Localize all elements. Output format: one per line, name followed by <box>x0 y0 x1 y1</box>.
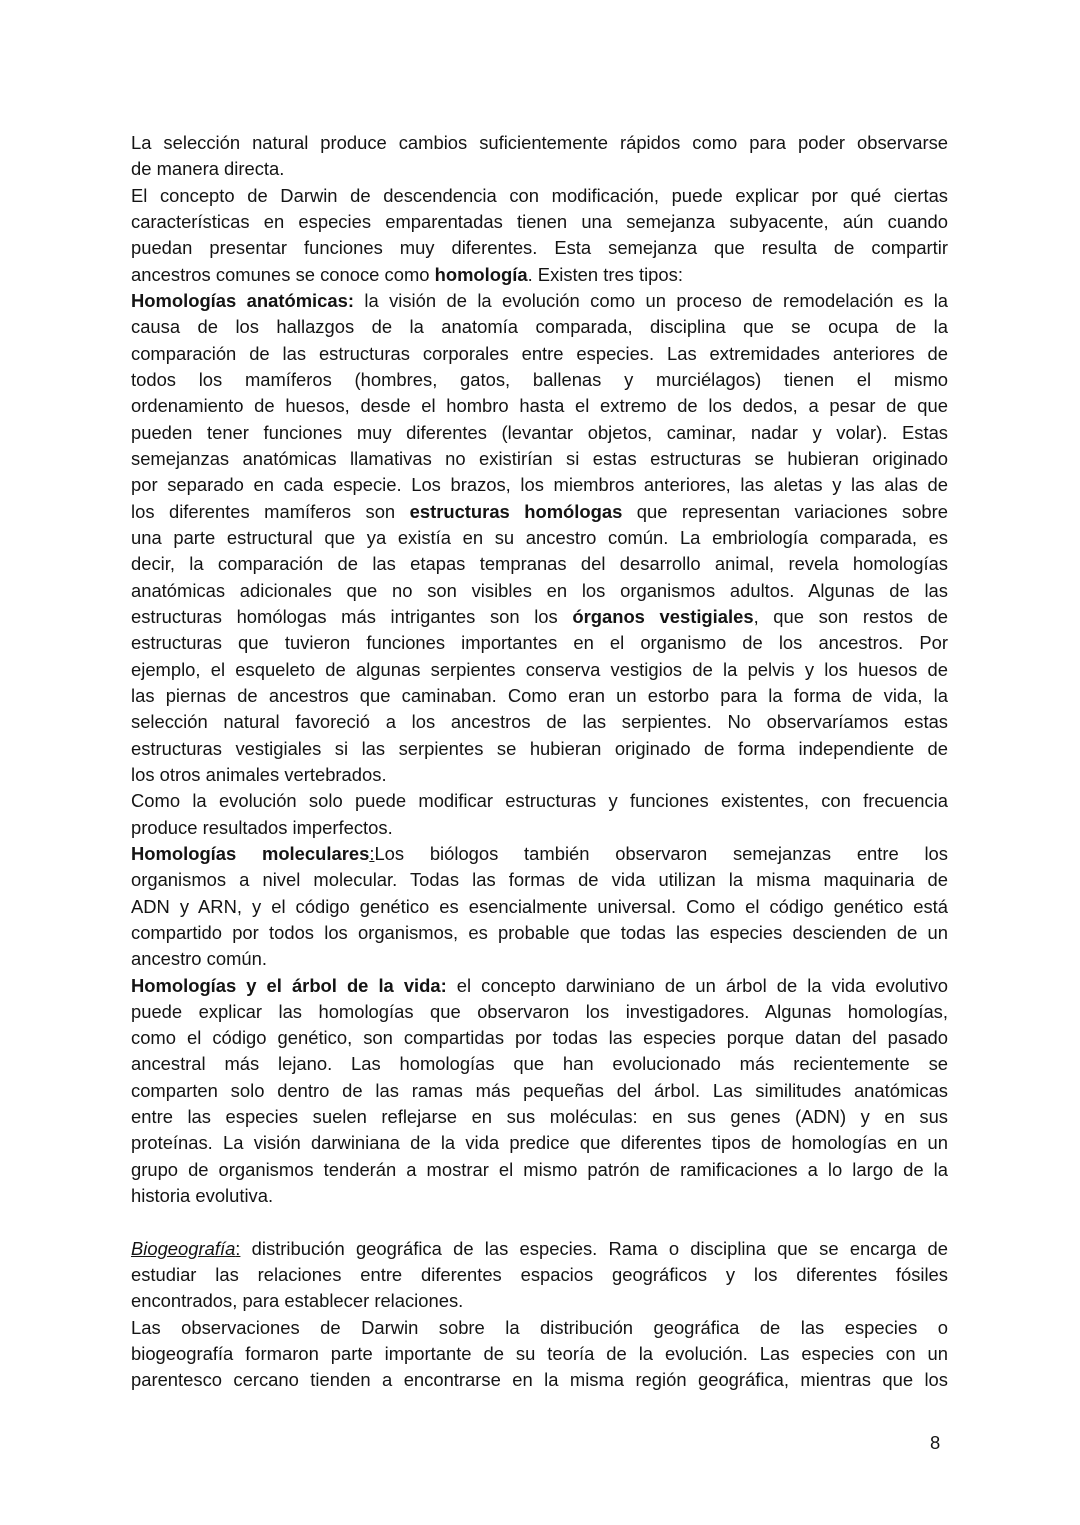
bold-term: homología <box>434 263 528 285</box>
text-run: ancestros comunes se conoce como <box>131 263 435 285</box>
text-run: todos los mamíferos (hombres, gatos, ballenas y murciélagos) tienen el mismo <box>131 368 948 390</box>
text-line <box>131 1051 948 1077</box>
document-body <box>131 130 948 1394</box>
bold-term: estructuras homólogas <box>409 500 623 522</box>
text-line <box>131 946 948 972</box>
text-run: características en especies emparentadas tienen una semejanza subyacente, aún cuando <box>131 210 948 232</box>
text-line <box>131 551 948 577</box>
text-run: puede explicar las homologías que observaron los investigadores. Algunas homologías, <box>131 1000 948 1022</box>
text-run: biogeografía formaron parte importante de su teoría de la evolución. Las especies con un <box>131 1343 948 1365</box>
text-line <box>131 1104 948 1130</box>
underlined-text: Biogeografía <box>131 1237 236 1259</box>
text-line <box>131 1262 948 1288</box>
text-line <box>131 499 948 525</box>
text-run: como el código genético, son compartidas por todas las especies porque datan del pasado <box>131 1027 948 1049</box>
text-run: una parte estructural que ya existía en su ancestro común. La embriología comparada, es <box>131 526 948 548</box>
text-run: organismos a nivel molecular. Todas las formas de vida utilizan la misma maquinaria de <box>131 869 948 891</box>
text-run: los otros animales vertebrados. <box>131 763 387 785</box>
text-line <box>131 630 948 656</box>
text-run: semejanzas anatómicas llamativas no existirían si estas estructuras se hubieran originado <box>131 447 948 469</box>
text-line <box>131 894 948 920</box>
text-run: Los biólogos también observaron semejanzas entre los <box>374 842 948 864</box>
paragraph <box>131 1315 948 1394</box>
paragraph <box>131 1236 948 1315</box>
text-line <box>131 1341 948 1367</box>
text-run: produce resultados imperfectos. <box>131 816 393 838</box>
text-run: estudiar las relaciones entre diferentes espacios geográficos y los diferentes fósiles <box>131 1264 948 1286</box>
text-line <box>131 446 948 472</box>
paragraph <box>131 841 948 973</box>
text-run: ancestral más lejano. Las homologías que han evolucionado más recientemente se <box>131 1053 948 1075</box>
text-run: decir, la comparación de las etapas tempranas del desarrollo animal, revela homologías <box>131 553 948 575</box>
text-run: las piernas de ancestros que caminaban. Como eran un estorbo para la forma de vida, la <box>131 684 948 706</box>
text-line <box>131 1183 948 1209</box>
text-line <box>131 788 948 814</box>
text-line <box>131 156 948 182</box>
text-line <box>131 130 948 156</box>
text-line <box>131 1315 948 1341</box>
text-run: ADN y ARN, y el código genético es esencialmente universal. Como el código genético está <box>131 895 948 917</box>
text-run: la visión de la evolución como un proceso de remodelación es la <box>353 289 949 311</box>
text-run: por separado en cada especie. Los brazos, los miembros anteriores, las aletas y las alas de <box>131 474 948 496</box>
text-run: el concepto darwiniano de un árbol de la vida evolutivo <box>446 974 948 996</box>
text-run: compartido por todos los organismos, es probable que todas las especies descienden de un <box>131 921 948 943</box>
text-run: puedan presentar funciones muy diferentes. Esta semejanza que resulta de compartir <box>131 237 948 259</box>
text-run: Las observaciones de Darwin sobre la distribución geográfica de las especies o <box>131 1316 948 1338</box>
text-line <box>131 1288 948 1314</box>
text-line <box>131 183 948 209</box>
text-run: El concepto de Darwin de descendencia con modificación, puede explicar por qué ciertas <box>131 184 948 206</box>
text-line <box>131 525 948 551</box>
text-line <box>131 262 948 288</box>
text-line <box>131 1236 948 1262</box>
text-line <box>131 235 948 261</box>
text-run: pueden tener funciones muy diferentes (levantar objetos, caminar, nadar y volar). Estas <box>131 421 948 443</box>
text-run: comparten solo dentro de las ramas más pequeñas del árbol. Las similitudes anatómicas <box>131 1079 948 1101</box>
paragraph <box>131 788 948 841</box>
text-run: , que son restos de <box>753 605 948 627</box>
text-run: estructuras vestigiales si las serpientes se hubieran originado de forma independiente de <box>131 737 948 759</box>
text-run: estructuras que tuvieron funciones importantes en el organismo de los ancestros. Por <box>131 632 948 654</box>
text-line <box>131 393 948 419</box>
text-run: estructuras homólogas más intrigantes son los <box>131 605 573 627</box>
text-run: ancestro común. <box>131 948 267 970</box>
text-run: ejemplo, el esqueleto de algunas serpientes conserva vestigios de la pelvis y los huesos de <box>131 658 948 680</box>
paragraph <box>131 973 948 1210</box>
bold-term: Homologías y el árbol de la vida: <box>131 974 447 996</box>
paragraph <box>131 288 948 788</box>
text-line <box>131 709 948 735</box>
text-line <box>131 815 948 841</box>
text-line <box>131 314 948 340</box>
page-number: 8 <box>930 1432 941 1453</box>
text-line <box>131 657 948 683</box>
text-run: comparación de las estructuras corporales entre especies. Las extremidades anteriores de <box>131 342 948 364</box>
bold-term: Homologías moleculares <box>131 842 370 864</box>
text-line <box>131 736 948 762</box>
text-line <box>131 1157 948 1183</box>
text-run: distribución geográfica de las especies. Rama o disciplina que se encarga de <box>240 1237 948 1259</box>
text-line <box>131 472 948 498</box>
text-run: los diferentes mamíferos son <box>131 500 410 522</box>
paragraph <box>131 130 948 183</box>
text-line <box>131 604 948 630</box>
text-run: selección natural favoreció a los ancestros de las serpientes. No observaríamos estas <box>131 711 948 733</box>
bold-term: órganos vestigiales <box>572 605 754 627</box>
blank-line <box>131 1209 948 1235</box>
text-line <box>131 420 948 446</box>
text-line <box>131 999 948 1025</box>
text-line <box>131 1367 948 1393</box>
text-run: que representan variaciones sobre <box>622 500 948 522</box>
paragraph <box>131 183 948 288</box>
bold-term: Homologías anatómicas: <box>131 289 354 311</box>
text-run: de manera directa. <box>131 158 285 180</box>
text-line <box>131 209 948 235</box>
text-run: parentesco cercano tienden a encontrarse en la misma región geográfica, mientras que los <box>131 1369 948 1391</box>
text-run: causa de los hallazgos de la anatomía comparada, disciplina que se ocupa de la <box>131 316 948 338</box>
text-run: Como la evolución solo puede modificar estructuras y funciones existentes, con frecuencia <box>131 790 948 812</box>
text-line <box>131 762 948 788</box>
text-line <box>131 341 948 367</box>
text-line <box>131 920 948 946</box>
text-run: La selección natural produce cambios suficientemente rápidos como para poder observarse <box>131 132 948 153</box>
text-run: grupo de organismos tenderán a mostrar el mismo patrón de ramificaciones a lo largo de la <box>131 1158 948 1180</box>
text-line <box>131 1130 948 1156</box>
text-line <box>131 841 948 867</box>
text-run: ordenamiento de huesos, desde el hombro hasta el extremo de los dedos, a pesar de que <box>131 395 948 417</box>
text-line <box>131 683 948 709</box>
text-run: encontrados, para establecer relaciones. <box>131 1290 464 1312</box>
text-line <box>131 867 948 893</box>
text-line <box>131 367 948 393</box>
text-line <box>131 1025 948 1051</box>
text-run: . Existen tres tipos: <box>527 263 683 285</box>
text-run: proteínas. La visión darwiniana de la vida predice que diferentes tipos de homologías en un <box>131 1132 948 1154</box>
text-line <box>131 288 948 314</box>
text-run: anatómicas adicionales que no son visibles en los organismos adultos. Algunas de las <box>131 579 948 601</box>
underlined-text: : <box>369 842 375 864</box>
underlined-text: : <box>235 1237 241 1259</box>
text-line <box>131 973 948 999</box>
text-line <box>131 578 948 604</box>
text-run: historia evolutiva. <box>131 1185 274 1207</box>
text-line <box>131 1078 948 1104</box>
text-run: entre las especies suelen reflejarse en sus moléculas: en sus genes (ADN) y en sus <box>131 1106 948 1128</box>
